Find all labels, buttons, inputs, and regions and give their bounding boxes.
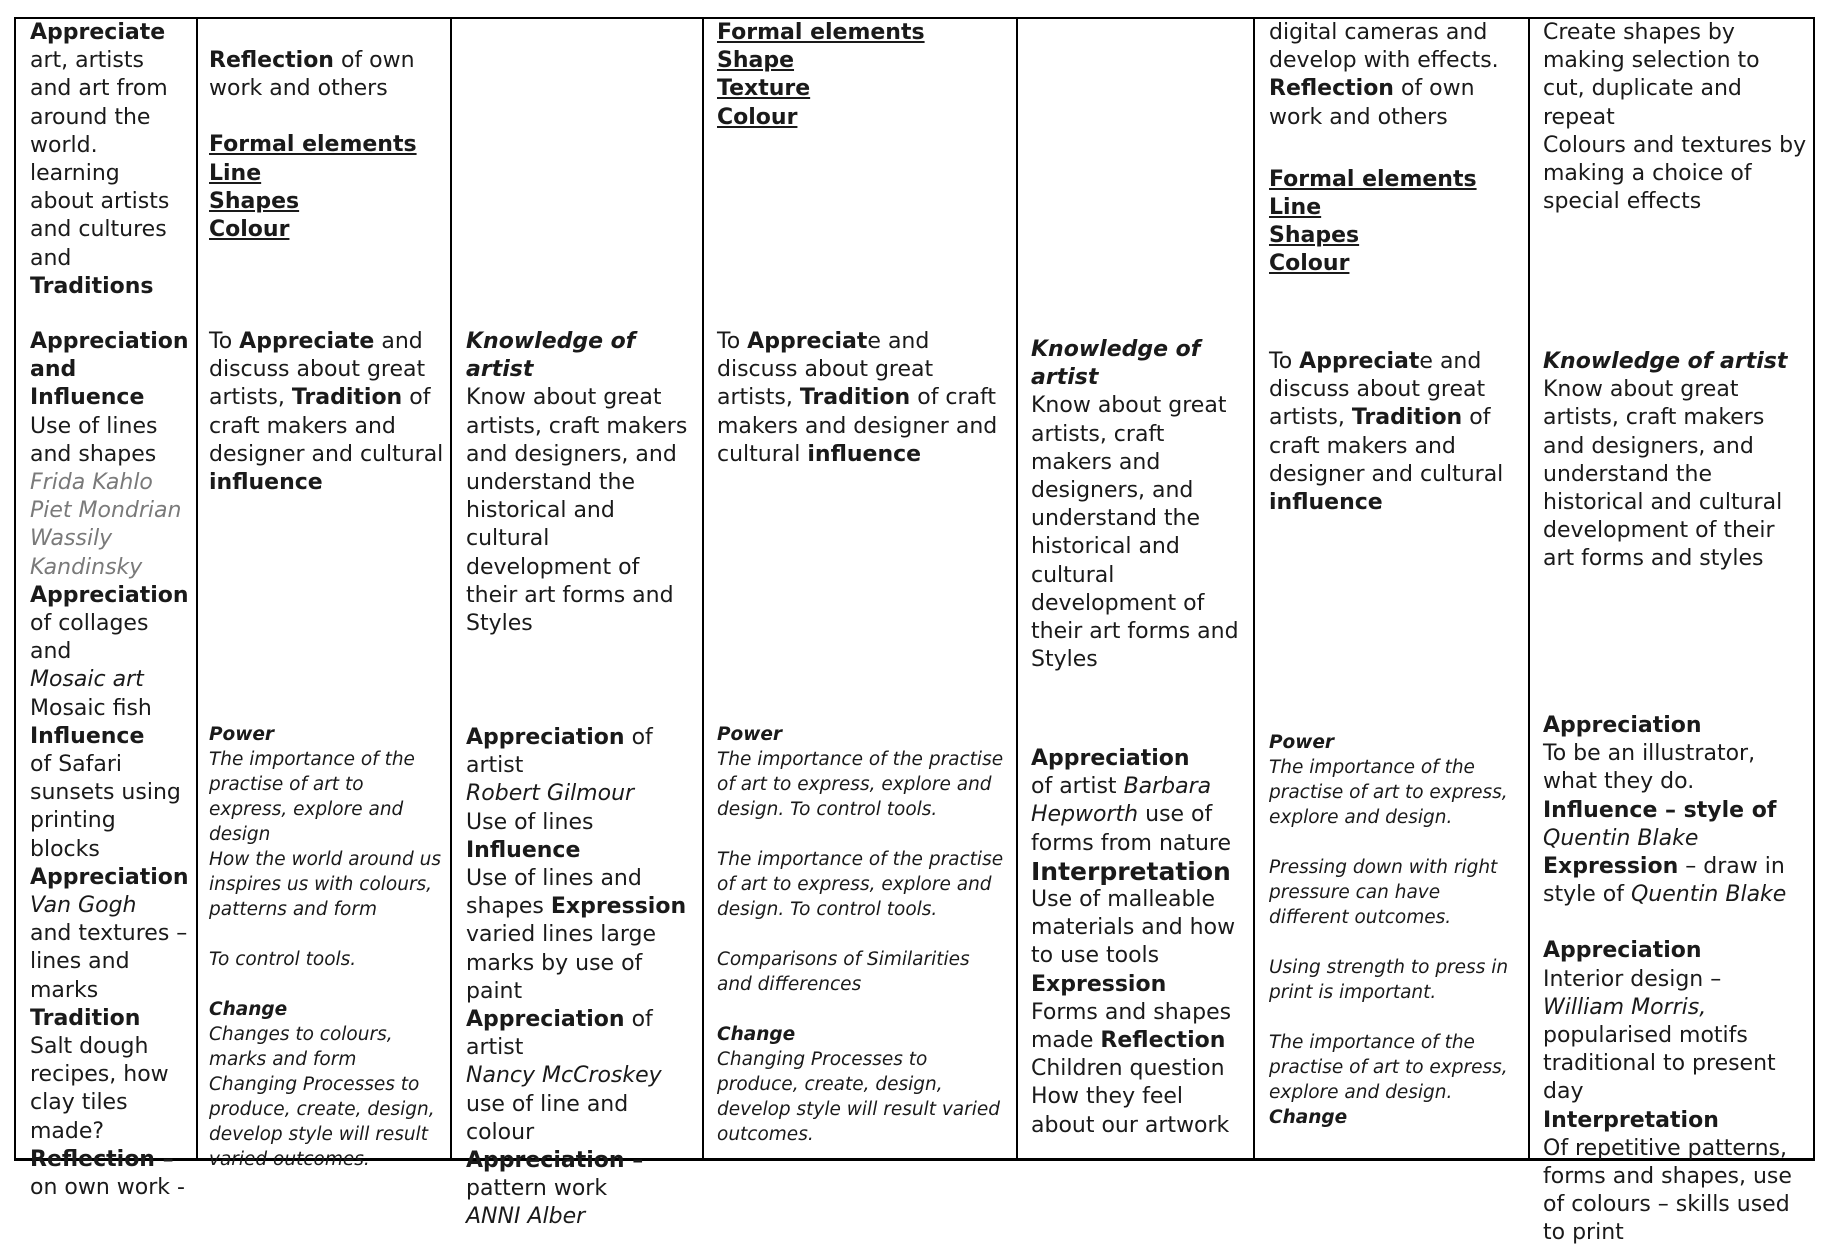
heading-formal-elements: Formal elements [717, 20, 925, 45]
heading-change: Change [209, 999, 288, 1020]
heading-appreciation: Appreciation [466, 1007, 625, 1033]
col5-text: of artist [1031, 774, 1117, 800]
column-divider [1253, 17, 1255, 1161]
col3-text: Know about great artists, craft makers and designers, and understand the historical and cultural development of their art forms and Styles [466, 385, 688, 637]
col1-text: Mosaic art [30, 667, 144, 693]
col1-top-text: art, artists and art from around the world. [30, 48, 168, 158]
col1-text: Use of lines and shapes [30, 413, 158, 467]
col4-note: Comparisons of Similarities and differences [717, 949, 970, 995]
keyword-tradition: Tradition [799, 385, 911, 411]
col1-text: of collages and [30, 611, 149, 665]
col4-text: of craft makers and designer and cultural [717, 385, 998, 467]
artist-name: Nancy McCroskey [466, 1063, 662, 1089]
col2-top [209, 47, 444, 244]
col6-text: of craft makers and designer and cultural [1269, 405, 1504, 487]
col7-bottom [1543, 712, 1807, 1246]
heading-interpretation: Interpretation [1031, 856, 1231, 886]
col1-text: on own work - [30, 1175, 185, 1201]
heading-power: Power [1269, 732, 1335, 753]
col2-note: The importance of the practise of art to express, explore and design [209, 749, 415, 845]
col3-text: of artist [466, 1007, 653, 1061]
col3-mid [466, 328, 696, 638]
col6-mid [1269, 348, 1522, 517]
keyword-appreciate: Appreciat [747, 329, 868, 354]
keyword-tradition: Tradition [1351, 405, 1463, 431]
formal-element: Line [1269, 195, 1322, 221]
formal-element: Colour [1269, 251, 1350, 277]
column-divider [14, 17, 16, 1161]
col3-text: varied lines large marks by use of paint [466, 922, 657, 1004]
artist-name: ANNI Alber [466, 1204, 586, 1230]
col5-bottom [1031, 745, 1249, 1140]
heading-interpretation: Interpretation [1543, 1107, 1719, 1133]
col6-top-text: digital cameras and develop with effects. [1269, 20, 1499, 74]
col3-text: Use of lines [466, 809, 594, 835]
heading-knowledge-of-artist: Knowledge of artist [1031, 337, 1201, 391]
heading-expression: Expression [1543, 854, 1679, 880]
col6-text: To [1269, 349, 1293, 374]
col1-text: Mosaic fish [30, 695, 152, 721]
col5-text: Know about great artists, craft makers and designers, and understand the historical and cultural development of their art forms and Styles [1031, 393, 1239, 673]
col4-note: The importance of the practise of art to express, explore and design. To control tools. [717, 849, 1004, 920]
col1-text: Salt dough recipes, how clay tiles made? [30, 1034, 169, 1144]
col2-top-text: of own work and others [209, 48, 415, 102]
artist-name: Quentin Blake [1543, 825, 1699, 851]
col2-note: Changing Processes to produce, create, design, develop style will result varied outcomes. [209, 1074, 435, 1170]
col3-text: use of line and colour [466, 1091, 629, 1145]
artist-name: Quentin Blake [1630, 882, 1787, 908]
col3-text: of artist [466, 725, 653, 779]
col6-note: Pressing down with right pressure can have different outcomes. [1269, 857, 1498, 928]
col2-text: and discuss about great artists, [209, 329, 426, 411]
col5-text: use of forms from nature [1031, 802, 1232, 856]
keyword-influence: influence [807, 441, 922, 467]
col1-top [30, 19, 190, 301]
column-divider [450, 17, 452, 1161]
heading-appreciation: Appreciation [30, 582, 189, 608]
col6-note: Using strength to press in print is important. [1269, 957, 1509, 1003]
col4-text: e and discuss about great artists, [717, 329, 934, 411]
heading-appreciation: Appreciation [466, 725, 625, 750]
keyword-influence: influence [1269, 490, 1383, 516]
heading-reflection: Reflection – [30, 1146, 174, 1172]
col7-mid [1543, 348, 1807, 574]
heading-power: Power [717, 724, 783, 745]
col4-text: To [717, 329, 741, 354]
keyword-expression: Expression [550, 894, 687, 920]
heading-knowledge-of-artist: Knowledge of artist [466, 329, 636, 383]
col2-text: To [209, 329, 233, 354]
col4-bottom [717, 722, 1009, 1147]
col6-note: The importance of the practise of art to express, explore and design. [1269, 1032, 1508, 1103]
heading-appreciation: Appreciation [1031, 746, 1190, 771]
col7-text: Interior design – [1543, 966, 1722, 992]
formal-element: Line [209, 160, 262, 186]
heading-expression: Expression [1031, 971, 1167, 997]
col6-note: The importance of the practise of art to express, explore and design. [1269, 757, 1508, 828]
keyword-appreciate: Appreciat [1299, 349, 1420, 374]
col1-top-text-2: learning about artists and cultures and [30, 161, 170, 271]
keyword-reflection: Reflection [1100, 1028, 1226, 1054]
col2-note: To control tools. [209, 949, 357, 970]
col5-text: Use of malleable materials and how to use tools [1031, 887, 1236, 969]
heading-knowledge-of-artist: Knowledge of artist [1543, 349, 1788, 374]
column-divider [196, 17, 198, 1161]
artist-name: Frida Kahlo [30, 470, 153, 496]
col3-text: Use of lines and shapes [466, 866, 642, 920]
col7-text: popularised motifs traditional to present day [1543, 1023, 1776, 1105]
col4-top [717, 19, 1007, 132]
heading-appreciation: Appreciation [1543, 713, 1702, 738]
col7-top-text: Colours and textures by making a choice of special effects [1543, 132, 1807, 215]
col5-text: Forms and shapes made [1031, 999, 1232, 1054]
col4-mid [717, 328, 1009, 469]
col4-note: The importance of the practise of art to express, explore and design. To control tools. [717, 749, 1004, 820]
heading-change: Change [717, 1024, 796, 1045]
formal-element: Shapes [1269, 223, 1360, 249]
artist-name: Van Gogh [30, 893, 137, 919]
heading-appreciation: Appreciation [1543, 938, 1702, 964]
artist-name: William Morris, [1543, 994, 1707, 1020]
column-divider [1016, 17, 1018, 1161]
keyword-influence: influence [209, 470, 323, 496]
heading-influence: Influence [30, 723, 145, 749]
col1-text: and textures – lines and marks [30, 921, 188, 1003]
heading-power: Power [209, 724, 275, 745]
col2-note: Changes to colours, marks and form [209, 1024, 393, 1070]
column-divider [1813, 17, 1815, 1161]
col2-mid [209, 328, 444, 497]
keyword-tradition: Tradition [291, 385, 403, 411]
col6-top-text: of own work and others [1269, 76, 1475, 130]
col1-text: of Safari sunsets using printing blocks [30, 752, 181, 862]
formal-element: Colour [717, 104, 798, 130]
col2-text: of craft makers and designer and cultural [209, 385, 444, 467]
heading-appreciation: Appreciation – [466, 1148, 644, 1174]
col6-text: e and discuss about great artists, [1269, 349, 1486, 431]
heading-reflection: Reflection [209, 48, 334, 73]
heading-tradition: Tradition [30, 1005, 141, 1031]
col5-mid [1031, 336, 1249, 674]
heading-formal-elements: Formal elements [209, 132, 417, 158]
col7-text: To be an illustrator, what they do. [1543, 741, 1756, 795]
col1-body [30, 328, 192, 1202]
formal-element: Texture [717, 76, 811, 102]
col3-text: pattern work [466, 1176, 608, 1202]
col4-note: Changing Processes to produce, create, design, develop style will result varied outcomes. [717, 1049, 1000, 1145]
heading-appreciation-influence: Appreciation and Influence [30, 329, 189, 411]
artist-name: Piet Mondrian [30, 498, 182, 524]
col7-text: Of repetitive patterns, forms and shapes, use of colours – skills used to print [1543, 1135, 1792, 1246]
col3-bottom [466, 724, 698, 1232]
heading-reflection: Reflection [1269, 76, 1394, 102]
col7-top-text: Create shapes by making selection to cut, duplicate and repeat [1543, 20, 1760, 130]
artist-name: Barbara Hepworth [1031, 774, 1212, 828]
artist-name: Wassily Kandinsky [30, 526, 143, 580]
column-divider [702, 17, 704, 1161]
heading-change: Change [1269, 1107, 1348, 1128]
heading-traditions: Traditions [30, 273, 154, 299]
artist-name: Robert Gilmour [466, 781, 635, 807]
heading-appreciation: Appreciation [30, 864, 189, 890]
col6-bottom [1269, 730, 1522, 1130]
keyword-influence: Influence – style of [1543, 797, 1777, 823]
col7-top [1543, 19, 1807, 216]
col2-note: How the world around us inspires us with colours, patterns and form [209, 849, 441, 920]
col7-text: – draw in style of [1543, 854, 1785, 908]
keyword-appreciate: Appreciate [239, 329, 375, 354]
heading-influence: Influence [466, 837, 581, 863]
column-divider [1528, 17, 1530, 1161]
formal-element: Shapes [209, 188, 300, 214]
col6-top [1269, 19, 1522, 279]
col2-bottom [209, 722, 445, 1172]
heading-formal-elements: Formal elements [1269, 166, 1477, 192]
col5-text: Children question How they feel about our artwork [1031, 1056, 1230, 1138]
col7-text: Know about great artists, craft makers and designers, and understand the historical and cultural development of their art forms and styles [1543, 377, 1783, 572]
formal-element: Colour [209, 217, 290, 243]
formal-element: Shape [717, 48, 795, 74]
heading-appreciate: Appreciate [30, 20, 166, 45]
